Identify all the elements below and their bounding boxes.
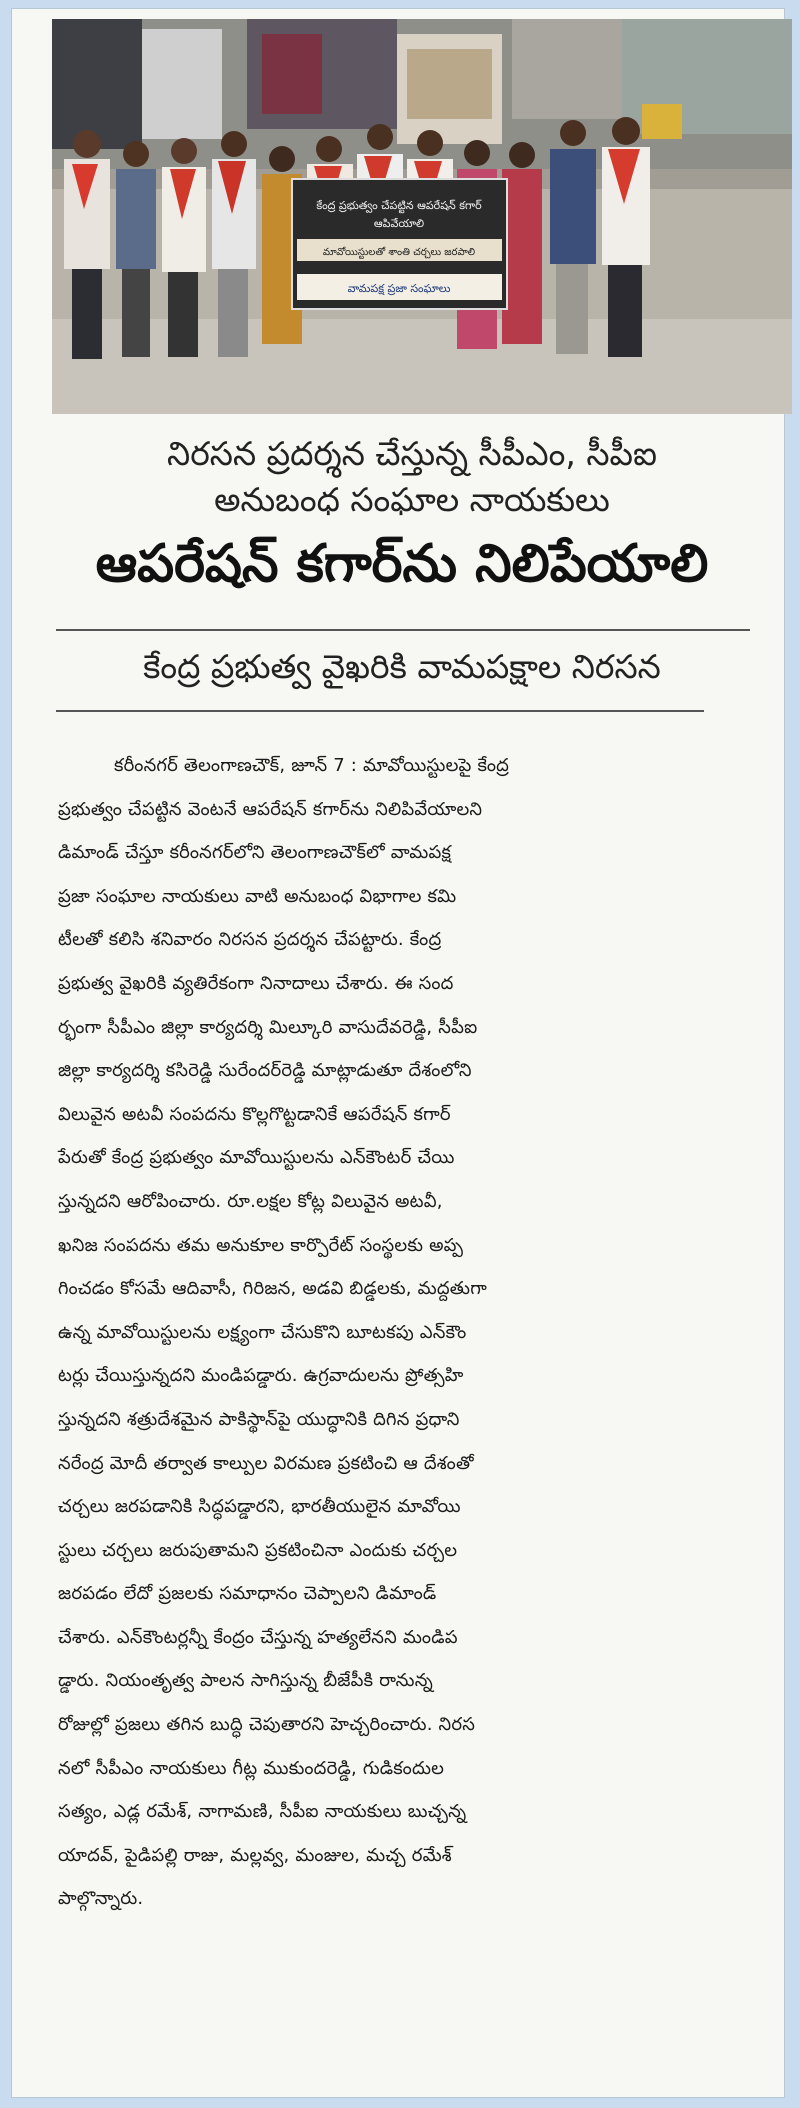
body-line: ఉన్న మావోయిస్టులను లక్ష్యంగా చేసుకొని బూటకపు ఎన్‌కౌం bbox=[58, 1321, 467, 1343]
photo-caption bbox=[82, 431, 742, 523]
body-line: గించడం కోసమే ఆదివాసీ, గిరిజన, అడవి బిడ్డలకు, మద్దతుగా bbox=[58, 1278, 487, 1300]
body-line: డ్డారు. నియంతృత్వ పాలన సాగిస్తున్న బీజేపీకి రానున్న bbox=[58, 1670, 433, 1692]
caption-line: అనుబంధ సంఘాల నాయకులు bbox=[214, 480, 610, 519]
body-line: టీలతో కలిసి శనివారం నిరసన ప్రదర్శన చేపట్టారు. కేంద్ర bbox=[58, 929, 442, 951]
body-line: చేశారు. ఎన్‌కౌంటర్లన్నీ కేంద్రం చేస్తున్న హత్యలేనని మండిప bbox=[58, 1626, 458, 1648]
news-clipping bbox=[11, 8, 785, 2098]
body-line: ప్రభుత్వం చేపట్టిన వెంటనే ఆపరేషన్ కగార్‌ను నిలిపివేయాలని bbox=[58, 798, 483, 820]
body-line: నలో సీపీఎం నాయకులు గీట్ల ముకుందరెడ్డి, గుడికందుల bbox=[58, 1757, 445, 1779]
body-line: చర్చలు జరపడానికి సిద్ధపడ్డారని, భారతీయులైన మావోయి bbox=[58, 1496, 461, 1518]
body-line: జరపడం లేదో ప్రజలకు సమాధానం చెప్పాలని డిమాండ్ bbox=[58, 1583, 437, 1605]
protest-banner bbox=[292, 179, 507, 309]
body-line: టర్లు చేయిస్తున్నదని మండిపడ్డారు. ఉగ్రవాదులను ప్రోత్సహి bbox=[58, 1365, 464, 1387]
banner-line: ఆపివేయాలి bbox=[373, 217, 425, 230]
body-line: స్టులు చర్చలు జరుపుతామని ప్రకటించినా ఎందుకు చర్చల bbox=[58, 1539, 458, 1561]
body-line: జిల్లా కార్యదర్శి కసిరెడ్డి సురేందర్‌రెడ్డి మాట్లాడుతూ దేశంలోని bbox=[58, 1060, 472, 1082]
divider bbox=[56, 629, 750, 631]
body-line: స్తున్నదని ఆరోపించారు. రూ.లక్షల కోట్ల విలువైన అటవీ, bbox=[58, 1190, 443, 1212]
banner-line: వామపక్ష ప్రజా సంఘాలు bbox=[347, 282, 451, 295]
body-line: స్తున్నదని శత్రుదేశమైన పాకిస్థాన్‌పై యుద్ధానికి దిగిన ప్రధాని bbox=[58, 1408, 460, 1430]
body-line: పేరుతో కేంద్ర ప్రభుత్వం మావోయిస్టులను ఎన్‌కౌంటర్ చేయి bbox=[58, 1147, 455, 1169]
article-subheadline: కేంద్ర ప్రభుత్వ వైఖరికి వామపక్షాల నిరసన bbox=[143, 647, 661, 686]
body-line: కరీంనగర్ తెలంగాణచౌక్, జూన్ 7 : మావోయిస్టులపై కేంద్ర bbox=[114, 755, 510, 776]
banner-line: కేంద్ర ప్రభుత్వం చేపట్టిన ఆపరేషన్ కగార్ bbox=[316, 199, 482, 212]
body-line: విలువైన అటవీ సంపదను కొల్లగొట్టడానికే ఆపరేషన్ కగార్ bbox=[58, 1103, 451, 1125]
body-line: పాల్గొన్నారు. bbox=[58, 1888, 144, 1910]
body-line: డిమాండ్ చేస్తూ కరీంనగర్‌లోని తెలంగాణచౌక్‌లో వామపక్ష bbox=[58, 842, 452, 864]
body-line: యాదవ్, పైడిపల్లి రాజు, మల్లవ్వ, మంజుల, మచ్చ రమేశ్ bbox=[58, 1844, 452, 1866]
body-line: నరేంద్ర మోదీ తర్వాత కాల్పుల విరమణ ప్రకటించి ఆ దేశంతో bbox=[58, 1452, 474, 1474]
body-line: ప్రజా సంఘాల నాయకులు వాటి అనుబంధ విభాగాల కమి bbox=[58, 885, 457, 907]
banner-line: మావోయిస్టులతో శాంతి చర్చలు జరపాలి bbox=[322, 247, 476, 258]
body-line: ర్భంగా సీపీఎం జిల్లా కార్యదర్శి మిల్కూరి వాసుదేవరెడ్డి, సీపీఐ bbox=[58, 1016, 478, 1038]
body-line: రోజుల్లో ప్రజలు తగిన బుద్ధి చెపుతారని హెచ్చరించారు. నిరస bbox=[58, 1714, 476, 1736]
body-line: సత్యం, ఎడ్ల రమేశ్, నాగామణి, సీపీఐ నాయకులు బుచ్చన్న bbox=[58, 1801, 467, 1823]
body-line: ఖనిజ సంపదను తమ అనుకూల కార్పొరేట్ సంస్థలకు అప్ప bbox=[58, 1234, 464, 1256]
body-line: ప్రభుత్వ వైఖరికి వ్యతిరేకంగా నినాదాలు చేశారు. ఈ సంద bbox=[58, 972, 454, 994]
article-headline: ఆపరేషన్ కగార్‌ను నిలిపేయాలి bbox=[95, 534, 709, 594]
divider bbox=[56, 710, 704, 712]
protest-photo bbox=[52, 19, 792, 414]
article-body bbox=[58, 744, 778, 1921]
caption-line: నిరసన ప్రదర్శన చేస్తున్న సీపీఎం, సీపీఐ bbox=[167, 434, 657, 473]
